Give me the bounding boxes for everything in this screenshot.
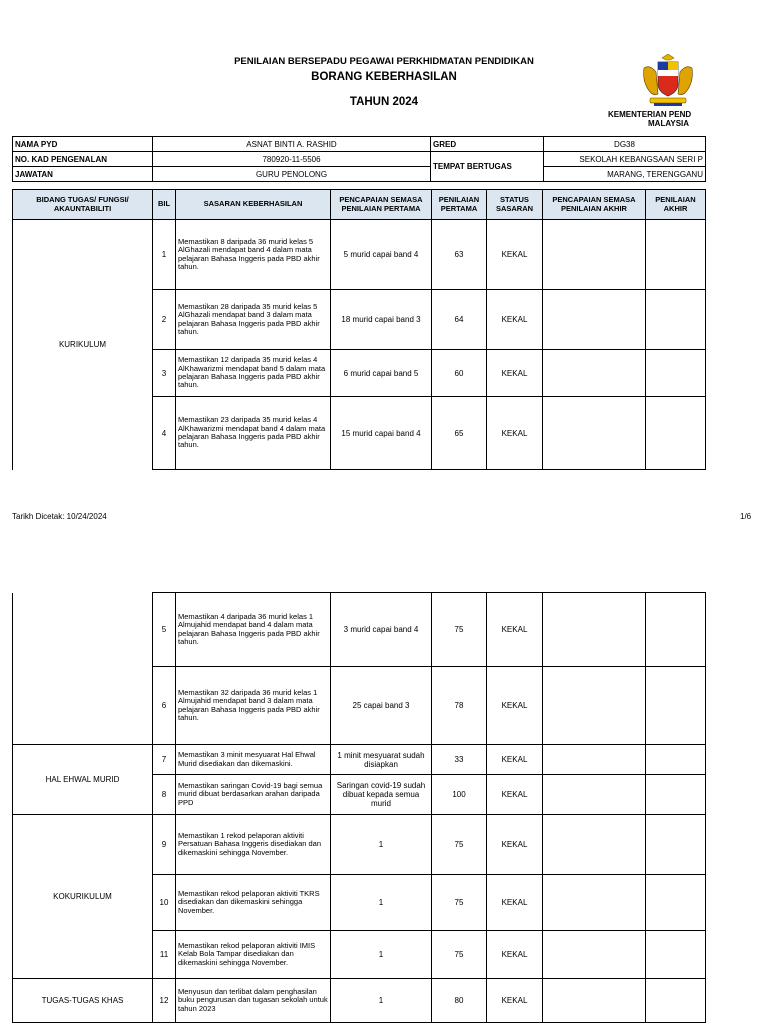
row-pencapaian-akhir (543, 931, 646, 979)
row-pencapaian: 5 murid capai band 4 (331, 220, 432, 290)
row-penilaian-akhir (646, 350, 706, 397)
row-status: KEKAL (487, 593, 543, 667)
row-pencapaian-akhir (543, 745, 646, 775)
row-pencapaian: 25 capai band 3 (331, 667, 432, 745)
print-date: Tarikh Dicetak: 10/24/2024 (12, 512, 107, 521)
row-sasaran: Memastikan 23 daripada 35 murid kelas 4 AlKhawarizmi mendapat band 4 dalam mata pelajaran Bahasa Inggeris pada PBD akhir tahun. (176, 397, 331, 470)
row-sasaran: Memastikan 32 daripada 36 murid kelas 1 Almujahid mendapat band 3 dalam mata pelajaran Bahasa Inggeris pada PBD akhir tahun. (176, 667, 331, 745)
table-row (13, 745, 706, 775)
tempat-label: TEMPAT BERTUGAS (431, 152, 544, 182)
row-status: KEKAL (487, 815, 543, 875)
row-pencapaian-akhir (543, 979, 646, 1023)
row-penilaian-akhir (646, 593, 706, 667)
row-bil: 7 (153, 745, 176, 775)
row-sasaran: Memastikan 28 daripada 35 murid kelas 5 AlGhazali mendapat band 3 dalam mata pelajaran Bahasa Inggeris pada PBD akhir tahun. (176, 290, 331, 350)
staff-info-table (12, 136, 706, 182)
row-penilaian: 80 (432, 979, 487, 1023)
row-status: KEKAL (487, 220, 543, 290)
row-penilaian: 75 (432, 931, 487, 979)
row-pencapaian-akhir (543, 290, 646, 350)
row-bil: 2 (153, 290, 176, 350)
col-status: STATUS SASARAN (487, 190, 543, 220)
row-status: KEKAL (487, 745, 543, 775)
jawatan-value: GURU PENOLONG (153, 167, 431, 182)
row-penilaian-akhir (646, 220, 706, 290)
row-pencapaian: 1 minit mesyuarat sudah disiapkan (331, 745, 432, 775)
row-penilaian-akhir (646, 979, 706, 1023)
col-penilaian-pertama: PENILAIAN PERTAMA (432, 190, 487, 220)
row-pencapaian: 1 (331, 979, 432, 1023)
row-bil: 9 (153, 815, 176, 875)
page-2 (0, 592, 768, 1024)
row-status: KEKAL (487, 979, 543, 1023)
row-sasaran: Memastikan 1 rekod pelaporan aktiviti Persatuan Bahasa Inggeris disediakan dan dikemaskini sehingga November. (176, 815, 331, 875)
row-penilaian: 64 (432, 290, 487, 350)
tempat-value-line1: SEKOLAH KEBANGSAAN SERI P (544, 152, 706, 167)
row-sasaran: Memastikan 4 daripada 36 murid kelas 1 Almujahid mendapat band 4 dalam mata pelajaran Bahasa Inggeris pada PBD akhir tahun. (176, 593, 331, 667)
row-bil: 4 (153, 397, 176, 470)
row-status: KEKAL (487, 667, 543, 745)
row-penilaian: 33 (432, 745, 487, 775)
row-sasaran: Memastikan rekod pelaporan aktiviti IMIS Kelab Bola Tampar disediakan dan dikemaskini sehingga November. (176, 931, 331, 979)
row-status: KEKAL (487, 875, 543, 931)
col-sasaran: SASARAN KEBERHASILAN (176, 190, 331, 220)
row-pencapaian: 6 murid capai band 5 (331, 350, 432, 397)
nama-value: ASNAT BINTI A. RASHID (153, 137, 431, 152)
row-bil: 8 (153, 775, 176, 815)
row-penilaian-akhir (646, 745, 706, 775)
row-penilaian-akhir (646, 815, 706, 875)
row-penilaian-akhir (646, 931, 706, 979)
page-number: 1/6 (740, 512, 752, 521)
table-row (13, 220, 706, 290)
ministry-name-line2: MALAYSIA (648, 119, 690, 128)
row-sasaran: Memastikan 3 minit mesyuarat Hal Ehwal Murid disediakan dan dikemaskini. (176, 745, 331, 775)
row-pencapaian-akhir (543, 350, 646, 397)
col-penilaian-akhir: PENILAIAN AKHIR (646, 190, 706, 220)
row-sasaran: Memastikan saringan Covid-19 bagi semua murid dibuat berdasarkan arahan daripada PPD (176, 775, 331, 815)
row-penilaian: 63 (432, 220, 487, 290)
gred-label: GRED (431, 137, 544, 152)
row-bil: 3 (153, 350, 176, 397)
row-bil: 10 (153, 875, 176, 931)
row-penilaian: 65 (432, 397, 487, 470)
kp-label: NO. KAD PENGENALAN (13, 152, 153, 167)
row-penilaian: 100 (432, 775, 487, 815)
table-row (13, 979, 706, 1023)
category-kokurikulum: KOKURIKULUM (13, 815, 153, 979)
row-penilaian-akhir (646, 667, 706, 745)
row-penilaian: 60 (432, 350, 487, 397)
row-status: KEKAL (487, 931, 543, 979)
row-pencapaian-akhir (543, 220, 646, 290)
row-penilaian-akhir (646, 290, 706, 350)
row-penilaian: 75 (432, 815, 487, 875)
category-kurikulum: KURIKULUM (13, 220, 153, 470)
row-pencapaian: Saringan covid-19 sudah dibuat kepada semua murid (331, 775, 432, 815)
row-pencapaian: 1 (331, 815, 432, 875)
form-title-line1: PENILAIAN BERSEPADU PEGAWAI PERKHIDMATAN PENDIDIKAN (234, 56, 534, 67)
nama-label: NAMA PYD (13, 137, 153, 152)
row-status: KEKAL (487, 775, 543, 815)
row-sasaran: Menyusun dan terlibat dalam penghasilan buku pengurusan dan tugasan sekolah untuk tahun 2023 (176, 979, 331, 1023)
row-bil: 11 (153, 931, 176, 979)
row-pencapaian: 1 (331, 875, 432, 931)
row-penilaian: 75 (432, 875, 487, 931)
row-pencapaian: 18 murid capai band 3 (331, 290, 432, 350)
row-pencapaian: 15 murid capai band 4 (331, 397, 432, 470)
row-penilaian: 78 (432, 667, 487, 745)
sasaran-table-page2 (12, 592, 706, 1023)
jawatan-label: JAWATAN (13, 167, 153, 182)
row-pencapaian: 1 (331, 931, 432, 979)
col-bil: BIL (153, 190, 176, 220)
col-pencapaian-pertama: PENCAPAIAN SEMASA PENILAIAN PERTAMA (331, 190, 432, 220)
col-bidang: BIDANG TUGAS/ FUNGSI/ AKAUNTABILITI (13, 190, 153, 220)
row-pencapaian-akhir (543, 875, 646, 931)
kp-value: 780920-11-5506 (153, 152, 431, 167)
row-penilaian-akhir (646, 775, 706, 815)
row-bil: 5 (153, 593, 176, 667)
row-pencapaian-akhir (543, 397, 646, 470)
row-sasaran: Memastikan 12 daripada 35 murid kelas 4 AlKhawarizmi mendapat band 5 dalam mata pelajaran Bahasa Inggeris pada PBD akhir tahun. (176, 350, 331, 397)
row-sasaran: Memastikan 8 daripada 36 murid kelas 5 AlGhazali mendapat band 4 dalam mata pelajaran Bahasa Inggeris pada PBD akhir tahun. (176, 220, 331, 290)
ministry-name-line1: KEMENTERIAN PEND (608, 110, 692, 119)
tempat-value-line2: MARANG, TERENGGANU (544, 167, 706, 182)
category-kurikulum-cont (13, 593, 153, 745)
row-bil: 6 (153, 667, 176, 745)
gred-value: DG38 (544, 137, 706, 152)
row-sasaran: Memastikan rekod pelaporan aktiviti TKRS disediakan dan dikemaskini sehingga November. (176, 875, 331, 931)
category-tugas-tugas-khas: TUGAS-TUGAS KHAS (13, 979, 153, 1023)
row-bil: 12 (153, 979, 176, 1023)
table-row (13, 593, 706, 667)
row-penilaian-akhir (646, 875, 706, 931)
row-penilaian-akhir (646, 397, 706, 470)
col-pencapaian-akhir: PENCAPAIAN SEMASA PENILAIAN AKHIR (543, 190, 646, 220)
form-year: TAHUN 2024 (349, 96, 419, 108)
row-status: KEKAL (487, 290, 543, 350)
table-row (13, 815, 706, 875)
row-pencapaian-akhir (543, 815, 646, 875)
row-pencapaian-akhir (543, 593, 646, 667)
row-pencapaian-akhir (543, 775, 646, 815)
row-status: KEKAL (487, 350, 543, 397)
row-bil: 1 (153, 220, 176, 290)
form-title-line2: BORANG KEBERHASILAN (311, 71, 457, 83)
row-penilaian: 75 (432, 593, 487, 667)
row-status: KEKAL (487, 397, 543, 470)
malaysia-coat-of-arms-icon (636, 54, 700, 110)
category-hal-ehwal-murid: HAL EHWAL MURID (13, 745, 153, 815)
row-pencapaian-akhir (543, 667, 646, 745)
sasaran-table-page1 (12, 189, 706, 470)
row-pencapaian: 3 murid capai band 4 (331, 593, 432, 667)
